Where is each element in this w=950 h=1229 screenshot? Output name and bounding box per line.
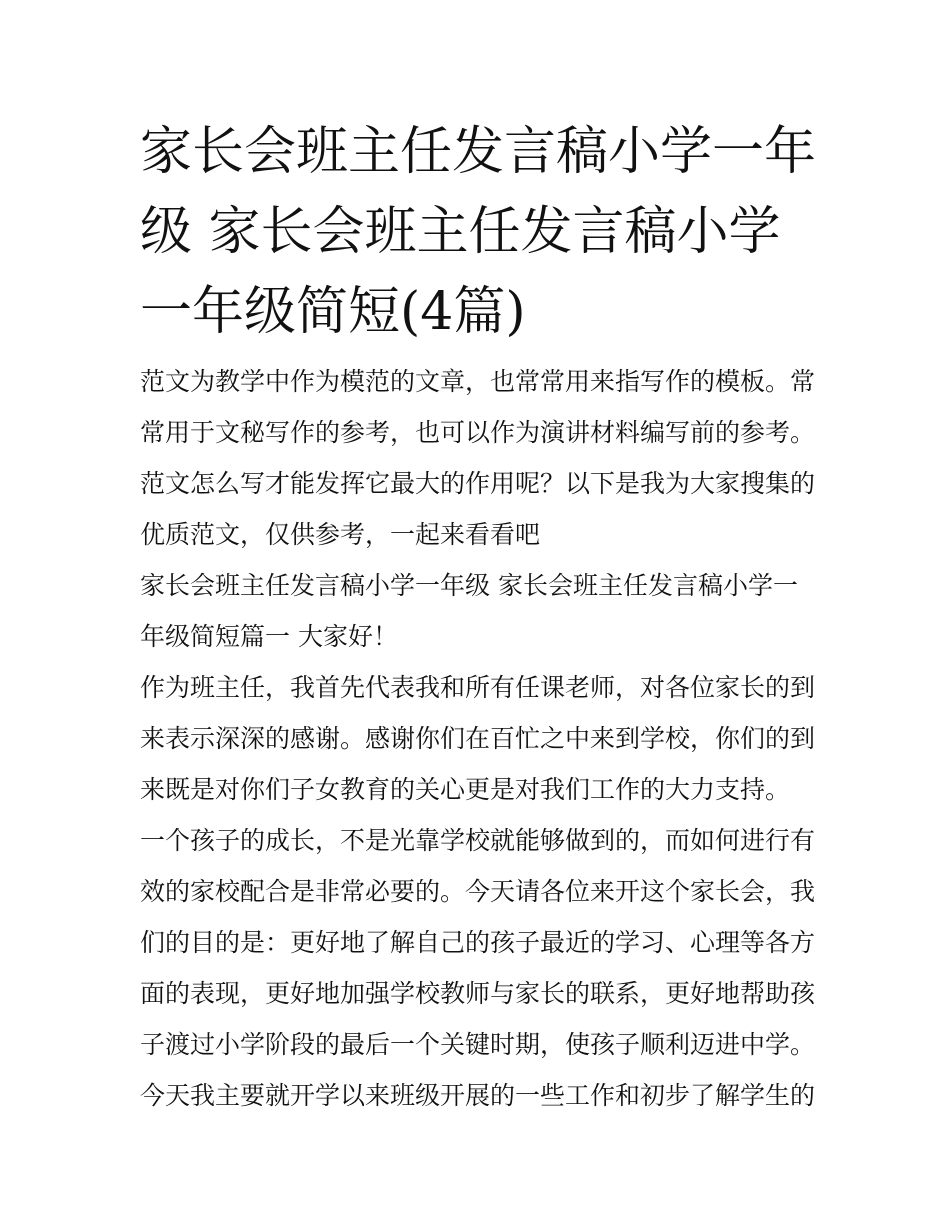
paragraph-thanks: 作为班主任，我首先代表我和所有任课老师，对各位家长的到来表示深深的感谢。感谢你们在百忙之中来到学校，你们的到来既是对你们子女教育的关心更是对我们工作的大力支持。	[140, 673, 816, 804]
paragraph-work-summary: 今天我主要就开学以来班级开展的一些工作和初步了解学生的	[140, 1081, 816, 1110]
document-title: 家长会班主任发言稿小学一年级 家长会班主任发言稿小学一年级简短(4篇)	[140, 122, 817, 342]
paragraph-intro: 范文为教学中作为模范的文章，也常常用来指写作的模板。常常用于文秘写作的参考，也可以作为演讲材料编写前的参考。范文怎么写才能发挥它最大的作用呢？以下是我为大家搜集的优质范文，仅供参考，一起来看看吧	[140, 367, 816, 549]
paragraph-purpose: 一个孩子的成长，不是光靠学校就能够做到的，而如何进行有效的家校配合是非常必要的。今天请各位来开这个家长会，我们的目的是：更好地了解自己的孩子最近的学习、心理等各方面的表现，更好地加强学校教师与家长的联系，更好地帮助孩子渡过小学阶段的最后一个关键时期，使孩子顺利迈进中学。	[140, 826, 816, 1059]
paragraph-heading-greeting: 家长会班主任发言稿小学一年级 家长会班主任发言稿小学一年级简短篇一 大家好！	[140, 571, 798, 651]
document-body	[140, 356, 820, 1121]
